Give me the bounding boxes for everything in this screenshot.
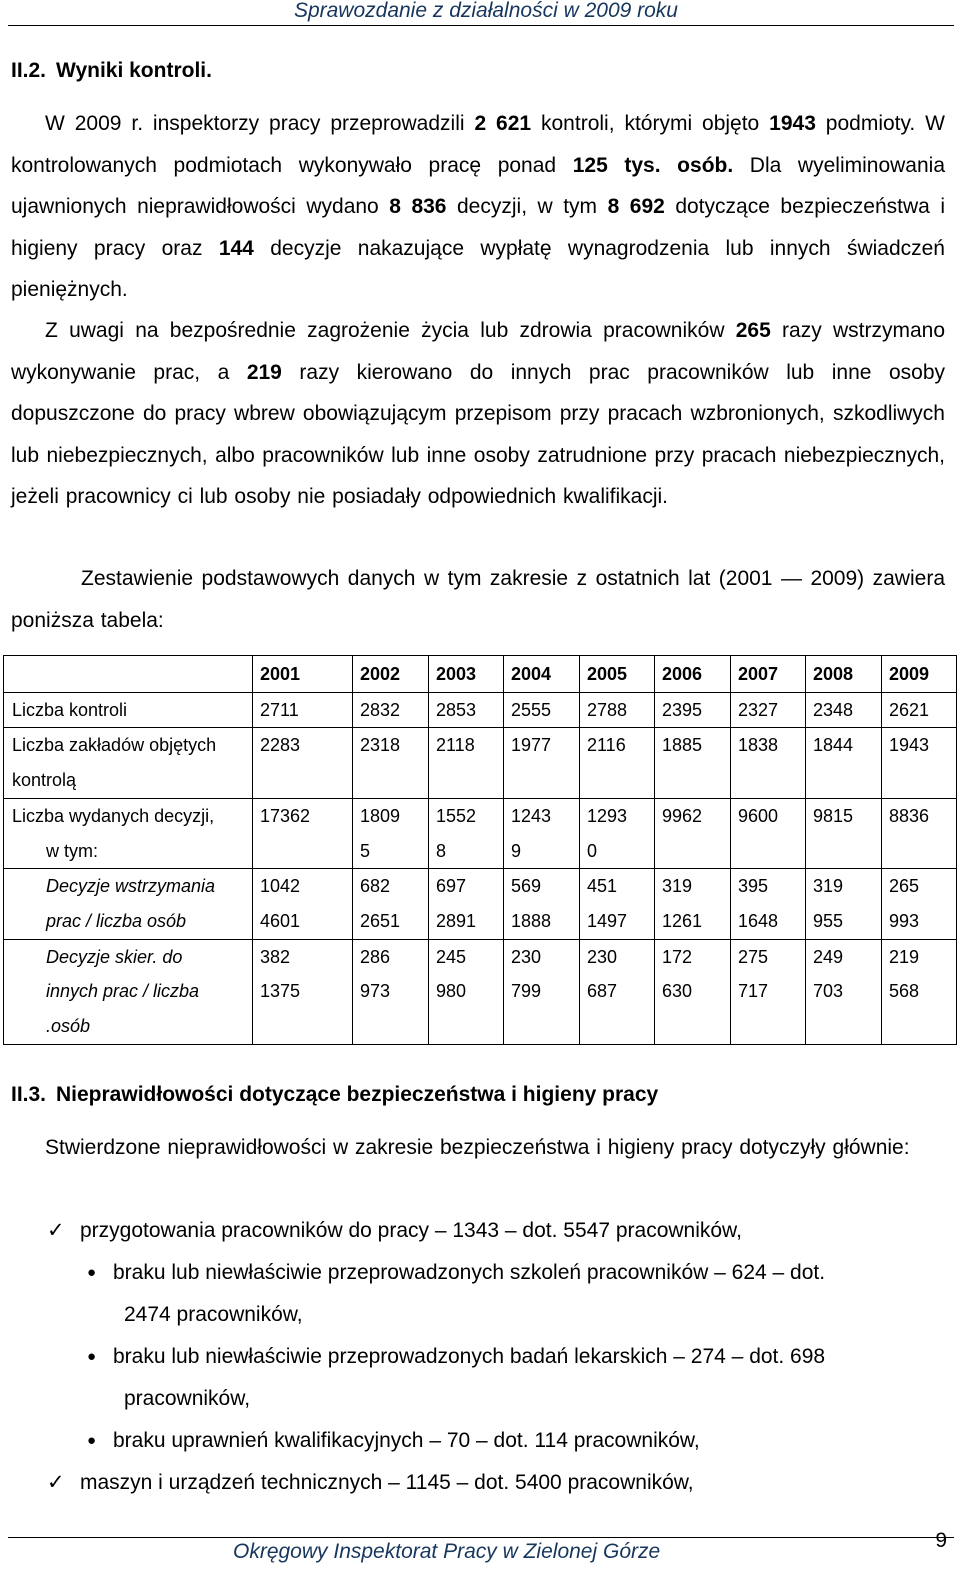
cell-line: 245 <box>436 946 467 967</box>
cell-line: 1261 <box>662 910 703 931</box>
row-label-line: innych prac / liczba <box>46 981 200 1002</box>
cell-line: 697 <box>436 876 467 897</box>
table-row <box>4 728 957 798</box>
cell-line: 1293 <box>587 805 628 826</box>
table-cell: 2853 <box>429 692 504 728</box>
header-divider <box>8 25 954 26</box>
table-cell: 2621 <box>882 692 957 728</box>
text-run: razy wstrzymano wykonywanie prac, a <box>11 319 945 384</box>
table-cell <box>504 798 580 868</box>
cell-line: 219 <box>889 946 920 967</box>
bold-value: 8 836 <box>389 195 447 218</box>
check-icon: ✓ <box>47 1219 65 1242</box>
table-cell: 2395 <box>655 692 731 728</box>
cell-line: 230 <box>587 946 618 967</box>
text-run: kontroli, którymi objęto <box>531 112 770 135</box>
table-cell <box>504 869 580 939</box>
bold-value: 1943 <box>769 112 816 135</box>
cell-line: 5 <box>360 840 371 861</box>
cell-line: 973 <box>360 981 391 1002</box>
cell-line: 395 <box>738 876 769 897</box>
row-label <box>4 869 253 939</box>
table-cell: 2318 <box>353 728 429 798</box>
list-item-text: braku uprawnień kwalifikacyjnych – 70 – dot. 114 pracowników, <box>113 1429 700 1452</box>
list-item-text: pracowników, <box>124 1387 251 1410</box>
cell-line: 2891 <box>436 910 477 931</box>
table-row <box>4 692 957 728</box>
table-cell: 2788 <box>580 692 655 728</box>
cell-line: 717 <box>738 981 769 1002</box>
list-item-text: 2474 pracowników, <box>124 1303 303 1326</box>
bold-value: 8 692 <box>607 195 665 218</box>
row-label-line: kontrolą <box>12 770 77 791</box>
text-run: dotyczące bezpieczeństwa i higieny pracy oraz <box>11 195 945 260</box>
table-cell <box>731 939 806 1044</box>
text-run: Zestawienie podstawowych danych w tym zakresie z ostatnich lat (2001 — 2009) zawiera poniższa tabela: <box>11 567 945 632</box>
table-corner-cell <box>4 656 253 693</box>
bullet-icon: ● <box>87 1348 97 1365</box>
text-run: W 2009 r. inspektorzy pracy przeprowadzili <box>45 112 475 135</box>
list-item-text: braku lub niewłaściwie przeprowadzonych badań lekarskich – 274 – dot. 698 <box>113 1345 826 1368</box>
cell-line: 9600 <box>738 805 779 826</box>
cell-line: 1375 <box>260 981 301 1002</box>
year-cell: 2001 <box>253 656 353 693</box>
cell-line: 2651 <box>360 910 401 931</box>
table-cell <box>353 869 429 939</box>
table-row <box>4 869 957 939</box>
check-icon: ✓ <box>47 1471 65 1494</box>
table-cell <box>731 869 806 939</box>
cell-line: 230 <box>511 946 542 967</box>
running-header: Sprawozdanie z działalności w 2009 roku <box>293 0 678 22</box>
table-cell <box>253 939 353 1044</box>
statistics-table <box>3 655 957 1045</box>
table-cell: 1844 <box>806 728 882 798</box>
year-cell: 2007 <box>731 656 806 693</box>
section-title: Nieprawidłowości dotyczące bezpieczeństwa i higieny pracy <box>56 1083 659 1106</box>
table-header-row <box>4 656 957 693</box>
cell-line: 1243 <box>511 805 552 826</box>
list-item-text: przygotowania pracowników do pracy – 1343 – dot. 5547 pracowników, <box>80 1219 742 1242</box>
year-cell: 2006 <box>655 656 731 693</box>
cell-line: 1648 <box>738 910 779 931</box>
cell-line: 9 <box>511 840 522 861</box>
text-run: decyzje nakazujące wypłatę wynagrodzenia lub innych świadczeń pieniężnych. <box>11 236 945 301</box>
year-cell: 2002 <box>353 656 429 693</box>
text-run: Stwierdzone nieprawidłowości w zakresie bezpieczeństwa i higieny pracy dotyczyły głównie: <box>45 1136 910 1159</box>
cell-line: 249 <box>813 946 844 967</box>
footer-divider <box>8 1537 954 1538</box>
row-label-line: prac / liczba osób <box>46 910 187 931</box>
bold-value: 219 <box>246 360 282 384</box>
page-number: 9 <box>935 1529 947 1552</box>
cell-line: 4601 <box>260 910 301 931</box>
section-number: II.2. <box>11 59 47 82</box>
cell-line: 451 <box>587 876 618 897</box>
section-number: II.3. <box>11 1083 47 1106</box>
cell-line: 1552 <box>436 805 477 826</box>
cell-line: 319 <box>813 876 844 897</box>
cell-line: 703 <box>813 981 844 1002</box>
bold-value: 144 <box>218 236 254 260</box>
bold-value: 125 tys. osób. <box>572 153 734 177</box>
paragraph-threats <box>11 310 945 518</box>
year-cell: 2005 <box>580 656 655 693</box>
cell-line: 265 <box>889 876 920 897</box>
cell-line: 569 <box>511 876 542 897</box>
cell-line: 799 <box>511 981 542 1002</box>
table-cell <box>580 939 655 1044</box>
table-cell <box>806 869 882 939</box>
list-item-text: braku lub niewłaściwie przeprowadzonych szkoleń pracowników – 624 – dot. <box>113 1261 826 1284</box>
paragraph-results <box>11 103 945 311</box>
cell-line: 980 <box>436 981 467 1002</box>
cell-line: 0 <box>587 840 598 861</box>
section-heading-2-2 <box>11 59 212 83</box>
row-label <box>4 728 253 798</box>
table-cell <box>429 939 504 1044</box>
table-cell <box>806 939 882 1044</box>
cell-line: 9962 <box>662 805 703 826</box>
row-label-line: Decyzje skier. do <box>46 946 183 967</box>
text-run: decyzji, w tym <box>446 195 608 218</box>
bullet-icon: ● <box>87 1264 97 1281</box>
table-cell <box>580 798 655 868</box>
table-cell <box>353 798 429 868</box>
text-run: Z uwagi na bezpośrednie zagrożenie życia lub zdrowia pracowników <box>45 319 736 342</box>
cell-line: 9815 <box>813 805 854 826</box>
table-cell <box>731 798 806 868</box>
cell-line: 630 <box>662 981 693 1002</box>
cell-line: 687 <box>587 981 618 1002</box>
cell-line <box>260 834 352 869</box>
cell-line: 1809 <box>360 805 401 826</box>
table-row <box>4 939 957 1044</box>
cell-line: 382 <box>260 946 291 967</box>
table-row <box>4 798 957 868</box>
row-label-line: .osób <box>46 1016 91 1037</box>
row-label: Liczba kontroli <box>4 692 253 728</box>
text-run: razy kierowano do innych prac pracowników lub inne osoby dopuszczone do pracy wbrew obowiązującym przepisom przy pracach wzbronionych, szkodliwych lub niebezpiecznych, albo pracowników lub inne osoby zatrudnione przy pracach niebezpiecznych, jeżeli pracownicy ci lub osoby nie posiadały odpowiednich kwalifikacji. <box>11 360 946 508</box>
cell-line: 172 <box>662 946 693 967</box>
row-label-line: Liczba zakładów objętych <box>12 735 217 756</box>
table-cell <box>580 869 655 939</box>
section-heading-2-3 <box>11 1083 658 1107</box>
table-cell <box>253 869 353 939</box>
table-cell <box>655 869 731 939</box>
row-label-line: Decyzje wstrzymania <box>46 876 216 897</box>
cell-line: 319 <box>662 876 693 897</box>
table-cell: 2348 <box>806 692 882 728</box>
table-cell: 2118 <box>429 728 504 798</box>
table-cell: 2711 <box>253 692 353 728</box>
table-cell: 2555 <box>504 692 580 728</box>
cell-line: 286 <box>360 946 391 967</box>
row-label <box>4 939 253 1044</box>
paragraph-irregularities <box>11 1127 945 1169</box>
list-item-text: maszyn i urządzeń technicznych – 1145 – dot. 5400 pracowników, <box>80 1471 694 1494</box>
table-cell: 2832 <box>353 692 429 728</box>
table-cell <box>429 869 504 939</box>
table-cell <box>655 798 731 868</box>
cell-line: 568 <box>889 981 920 1002</box>
cell-line: 955 <box>813 910 844 931</box>
table-cell <box>882 939 957 1044</box>
table-cell <box>253 798 353 868</box>
table-cell: 1977 <box>504 728 580 798</box>
bold-value: 265 <box>735 319 771 342</box>
cell-line: 8836 <box>889 805 930 826</box>
table-cell: 2283 <box>253 728 353 798</box>
cell-line: 1497 <box>587 910 628 931</box>
footer-inspectorate: Okręgowy Inspektorat Pracy w Zielonej Górze <box>233 1540 661 1563</box>
table-cell <box>882 869 957 939</box>
text-run: podmioty. W kontrolowanych podmiotach wykonywało pracę ponad <box>11 112 945 177</box>
paragraph-table-intro <box>11 558 945 641</box>
cell-line: 993 <box>889 910 920 931</box>
cell-line: 1888 <box>511 910 552 931</box>
cell-line: 17362 <box>260 805 311 826</box>
row-label-line: Liczba wydanych decyzji, <box>12 805 215 826</box>
table-cell: 2327 <box>731 692 806 728</box>
table-cell: 1943 <box>882 728 957 798</box>
section-title: Wyniki kontroli. <box>56 59 212 82</box>
cell-line: 275 <box>738 946 769 967</box>
table-cell <box>429 798 504 868</box>
table-cell: 1838 <box>731 728 806 798</box>
cell-line: 8 <box>436 840 447 861</box>
cell-line: 1042 <box>260 876 301 897</box>
table-cell: 1885 <box>655 728 731 798</box>
cell-line: 682 <box>360 876 391 897</box>
year-cell: 2003 <box>429 656 504 693</box>
bold-value: 2 621 <box>474 112 532 135</box>
table-cell <box>806 798 882 868</box>
table-cell: 2116 <box>580 728 655 798</box>
bullet-icon: ● <box>87 1432 97 1449</box>
table-cell <box>353 939 429 1044</box>
table-cell <box>504 939 580 1044</box>
year-cell: 2008 <box>806 656 882 693</box>
table-cell <box>655 939 731 1044</box>
year-cell: 2009 <box>882 656 957 693</box>
row-label-line: w tym: <box>46 840 98 861</box>
year-cell: 2004 <box>504 656 580 693</box>
row-label <box>4 798 253 868</box>
table-cell <box>882 798 957 868</box>
text-run: Dla wyeliminowania ujawnionych nieprawidłowości wydano <box>11 153 945 218</box>
